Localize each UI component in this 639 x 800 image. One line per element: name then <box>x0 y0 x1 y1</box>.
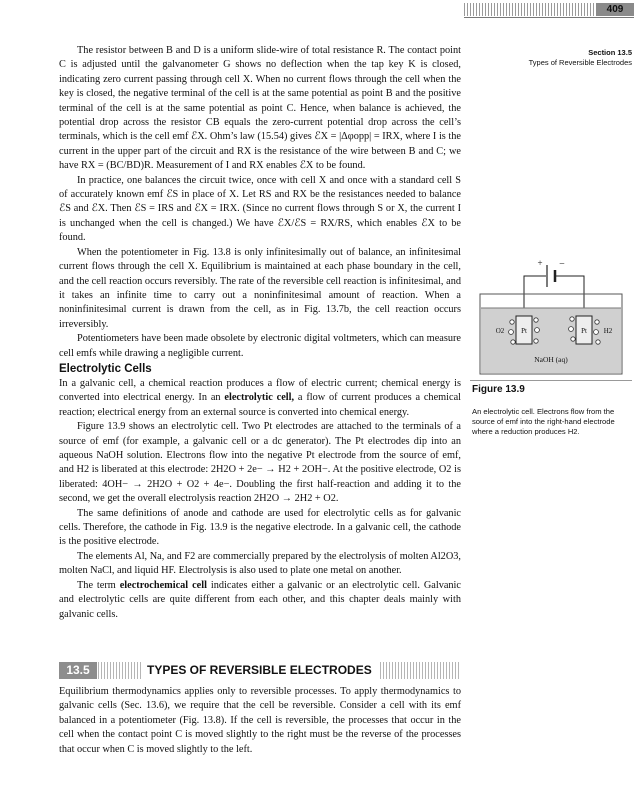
solution-label: NaOH (aq) <box>534 355 568 364</box>
term-electrolytic-cell: electrolytic cell, <box>224 392 295 404</box>
running-section-subtitle: Types of Reversible Electrodes <box>528 58 632 67</box>
text-run: In a galvanic cell, a chemical reaction produces a flow of electric current; chemical energy is converted into electrical energy. In an <box>59 378 461 404</box>
term-electrochemical-cell: electrochemical cell <box>119 579 207 591</box>
o2-bubble <box>509 330 514 335</box>
o2-bubble <box>535 328 540 333</box>
lower-text-block <box>59 685 461 757</box>
section-heading-bar <box>59 662 461 679</box>
heading-electrolytic-cells: Electrolytic Cells <box>59 363 152 375</box>
figure-caption: An electrolytic cell. Electrons flow from the source of emf into the right-hand electrode where a reduction produces H2. <box>472 407 615 437</box>
text-run: indicates either a galvanic or an electrolytic cell. Galvanic and electrolytic cells are quite different from each other, and this chapter deals mainly with galvanic cells. <box>59 579 461 620</box>
paragraph-electrochemical-cell <box>59 579 461 622</box>
h2-bubble <box>569 327 574 332</box>
h2-bubble <box>594 330 599 335</box>
running-section-label: Section 13.5 <box>588 48 632 57</box>
h2-bubble <box>571 337 575 341</box>
text-run: a flow of current produces a chemical reaction; electrical energy from an external source is converted into chemical energy. <box>59 392 462 418</box>
figure-rule <box>470 380 632 381</box>
paragraph-reversibility: When the potentiometer in Fig. 13.8 is only infinitesimally out of balance, an infinitesimal current flows through the cell X. Equilibrium is maintained at each phase boundary in the cell, and the cell reaction occurs reversibly. The rate of the reversible cell reaction is infinitesimal, and it takes an infinite time to carry out a noninfinitesimal amount of reaction. When a noninfinitesimal current is drawn from the cell, as in Fig. 13.7b, the cell reaction occurs irreversibly. <box>59 246 461 330</box>
paragraph-galvanic-vs-electrolytic <box>59 377 461 420</box>
paragraph-figure-description: Figure 13.9 shows an electrolytic cell. Two Pt electrodes are attached to the terminals of a source of emf (for example, a galvanic cell or a dc generator). The Pt electrodes dip into an aqueous NaOH solution. Electrons flow into the negative Pt electrode from the source of emf, and H2 is liberated at this electrode: 2H2O + 2e− → H2 + 2OH−. At the positive electrode, O2 is liberated: 4OH− → 2H2O + O2 + 4e−. Doubling the first half-reaction and adding it to the second, we get the overall electrolysis reaction 2H2O → 2H2 + O2. <box>59 421 461 505</box>
paragraph-voltmeters: Potentiometers have been made obsolete by electronic digital voltmeters, which can measure cell emfs while drawing a negligible current. <box>59 333 461 359</box>
section-number: 13.5 <box>59 662 97 679</box>
o2-label: O2 <box>495 327 505 335</box>
figure-title: Figure 13.9 <box>472 384 525 395</box>
header-stripes <box>464 3 596 16</box>
paragraph-equilibrium-thermodynamics: Equilibrium thermodynamics applies only to reversible processes. To apply thermodynamics to galvanic cells (Sec. 13.6), we require that the cell be reversible. Consider a cell with its emf balanced in a potentiometer (Fig. 13.8). If the cell is reversible, the processes that occur in the cell when the contact point C is moved slightly to the right must be the reverse of the processes that occur when C is moved slightly to the left. <box>59 686 461 755</box>
o2-bubble <box>534 318 538 322</box>
text-run: The term <box>77 579 120 591</box>
o2-bubble <box>510 320 514 324</box>
header-rule <box>464 17 634 18</box>
paragraph-commercial-electrolysis: The elements Al, Na, and F2 are commercially prepared by the electrolysis of molten Al2O3, molten NaCl, and liquid HF. Electrolysis is also used to plate one metal on another. <box>59 550 461 577</box>
upper-text-block <box>59 44 461 361</box>
h2-label: H2 <box>603 327 613 335</box>
h2-bubble <box>596 340 600 344</box>
o2-bubble <box>534 339 538 343</box>
h2-bubble <box>595 320 599 324</box>
left-electrode-label: Pt <box>521 327 527 335</box>
h2-bubble <box>570 317 574 321</box>
electrolytic-cell-diagram <box>476 252 626 377</box>
paragraph-standard-cell: In practice, one balances the circuit twice, once with cell X and once with a standard cell S of accurately known emf ℰS in place of X. Let RS and RX be the resistances needed to balance ℰS and ℰX. Then ℰS = IRS and ℰX = IRX. (Since no current flows through S or X, the current I is unchanged when the cell is changed.) We have ℰX/ℰS = RX/RS, which enables ℰX to be found. <box>59 174 461 244</box>
paragraph-slide-wire: The resistor between B and D is a uniform slide-wire of total resistance R. The contact point C is adjusted until the galvanometer G shows no deflection when the tap key K is closed, indicating zero current passing through cell X. When no current flows through the cell when the key is closed, the negative terminal of the cell is at the same potential as point B and the positive terminal of the cell is at the same potential as point C. Hence, when balance is achieved, the potential drop across the resistor CB equals the zero-current potential drop across the cell’s terminals, which is the cell emf ℰX. Ohm’s law (15.54) gives ℰX = |Δφopp| = IRX, where I is the current in the upper part of the circuit and RX is the resistance of the wire between B and C; we have RX = (BC/BD)R. Measurement of I and RX enables ℰX to be found. <box>59 45 461 172</box>
page-number: 409 <box>596 3 634 16</box>
paragraph-anode-cathode: The same definitions of anode and cathode are used for electrolytic cells as for galvanic cells. Therefore, the cathode in Fig. 13.9 is the negative electrode. In a galvanic cell, the cathode is the positive electrode. <box>59 507 461 548</box>
electrolytic-text-block <box>59 377 461 622</box>
o2-bubble <box>511 340 515 344</box>
minus-sign: − <box>559 259 565 270</box>
plus-sign: + <box>537 258 543 268</box>
right-electrode-label: Pt <box>581 327 587 335</box>
page-number-bar <box>464 3 634 16</box>
section-title: TYPES OF REVERSIBLE ELECTRODES <box>143 662 378 679</box>
